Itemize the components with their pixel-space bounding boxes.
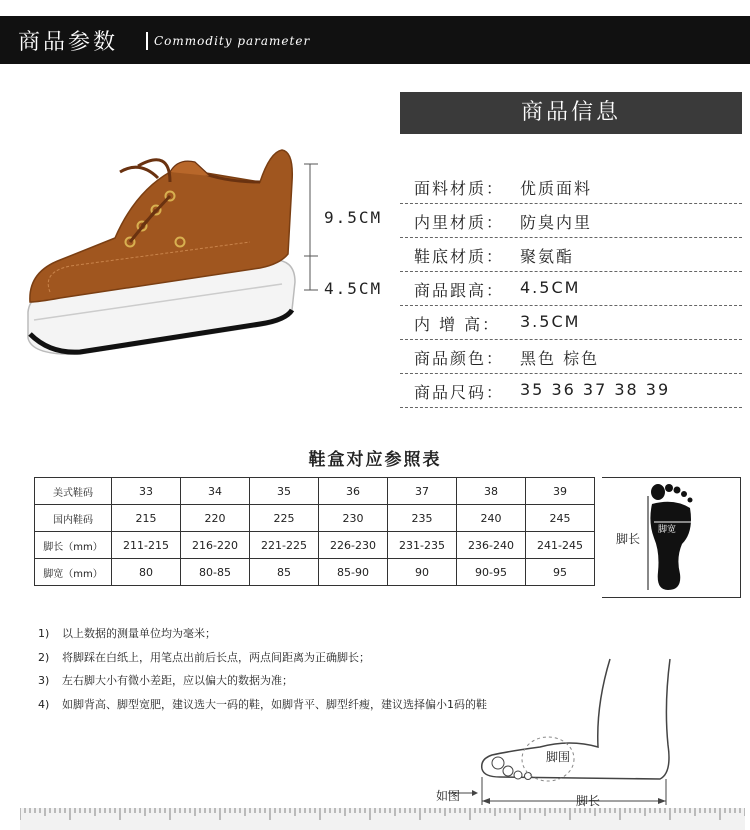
info-row — [400, 170, 742, 204]
table-cell: 240 — [457, 505, 526, 532]
table-cell: 241-245 — [526, 532, 595, 559]
table-cell: 39 — [526, 478, 595, 505]
size-table — [34, 477, 595, 586]
heel-height-label: 4.5CM — [324, 279, 383, 298]
info-value: 黑色 棕色 — [520, 349, 600, 368]
foot-width-label: 脚宽 — [658, 525, 677, 535]
upper-height-label: 9.5CM — [324, 208, 383, 227]
info-row — [400, 340, 742, 374]
table-row — [35, 505, 595, 532]
info-label: 商品尺码： — [414, 383, 505, 402]
table-cell: 95 — [526, 559, 595, 586]
note-text: 将脚踩在白纸上，用笔点出前后长点，两点间距离为正确脚长； — [62, 650, 370, 664]
info-value: 优质面料 — [520, 179, 593, 198]
row-header: 脚宽（mm） — [35, 559, 112, 586]
table-cell: 35 — [250, 478, 319, 505]
table-cell: 90-95 — [457, 559, 526, 586]
table-cell: 231-235 — [388, 532, 457, 559]
info-row — [400, 238, 742, 272]
table-row — [35, 559, 595, 586]
diagram-length-label: 脚长 — [576, 794, 601, 808]
section-title: 商品参数 — [18, 30, 119, 55]
table-cell: 80-85 — [181, 559, 250, 586]
table-cell: 34 — [181, 478, 250, 505]
table-cell: 36 — [319, 478, 388, 505]
table-row — [35, 532, 595, 559]
table-cell: 90 — [388, 559, 457, 586]
note-text: 如脚背高、脚型宽肥，建议选大一码的鞋，如脚背平、脚型纤瘦，建议选择偏小1码的鞋 — [62, 697, 487, 711]
size-table-title: 鞋盒对应参照表 — [308, 450, 442, 470]
table-cell: 211-215 — [112, 532, 181, 559]
info-label: 商品跟高： — [414, 281, 505, 300]
table-cell: 236-240 — [457, 532, 526, 559]
list-item — [38, 622, 487, 646]
info-row — [400, 272, 742, 306]
note-number: 2) — [38, 650, 50, 664]
row-header: 美式鞋码 — [35, 478, 112, 505]
section-header — [0, 16, 750, 64]
note-number: 4) — [38, 697, 50, 711]
section-subtitle: Commodity parameter — [154, 34, 311, 48]
table-cell: 38 — [457, 478, 526, 505]
info-value: 4.5CM — [520, 278, 581, 297]
table-cell: 85 — [250, 559, 319, 586]
info-row — [400, 374, 742, 408]
as-shown-label: 如图 — [436, 789, 461, 803]
row-header: 脚长（mm） — [35, 532, 112, 559]
girth-label: 脚围 — [546, 750, 571, 764]
title-divider — [146, 32, 148, 50]
info-value: 3.5CM — [520, 312, 581, 331]
table-cell: 33 — [112, 478, 181, 505]
info-label: 鞋底材质： — [414, 247, 505, 266]
info-row — [400, 306, 742, 340]
foot-length-label: 脚长 — [616, 532, 641, 546]
info-label: 内 增 高： — [414, 315, 501, 334]
note-number: 1) — [38, 627, 50, 640]
info-heading: 商品信息 — [400, 92, 742, 134]
product-shoe-image — [20, 142, 305, 362]
row-header: 国内鞋码 — [35, 505, 112, 532]
table-cell: 226-230 — [319, 532, 388, 559]
table-cell: 80 — [112, 559, 181, 586]
footprint-icon — [646, 482, 696, 592]
table-cell: 230 — [319, 505, 388, 532]
table-cell: 85-90 — [319, 559, 388, 586]
info-row — [400, 204, 742, 238]
ruler — [20, 808, 745, 830]
footprint-panel — [602, 477, 741, 598]
table-cell: 216-220 — [181, 532, 250, 559]
info-value: 防臭内里 — [520, 213, 593, 232]
note-text: 以上数据的测量单位均为毫米； — [62, 627, 216, 640]
info-table — [400, 170, 742, 408]
note-text: 左右脚大小有微小差距，应以偏大的数据为准； — [62, 674, 293, 687]
info-label: 内里材质： — [414, 213, 505, 232]
table-cell: 225 — [250, 505, 319, 532]
table-cell: 37 — [388, 478, 457, 505]
table-cell: 221-225 — [250, 532, 319, 559]
table-cell: 220 — [181, 505, 250, 532]
info-value: 35 36 37 38 39 — [520, 380, 671, 399]
note-number: 3) — [38, 674, 50, 687]
foot-measure-diagram — [420, 655, 750, 813]
table-cell: 215 — [112, 505, 181, 532]
info-value: 聚氨酯 — [520, 247, 575, 266]
info-label: 面料材质： — [414, 179, 505, 198]
info-label: 商品颜色： — [414, 349, 505, 368]
table-row — [35, 478, 595, 505]
table-cell: 245 — [526, 505, 595, 532]
table-cell: 235 — [388, 505, 457, 532]
